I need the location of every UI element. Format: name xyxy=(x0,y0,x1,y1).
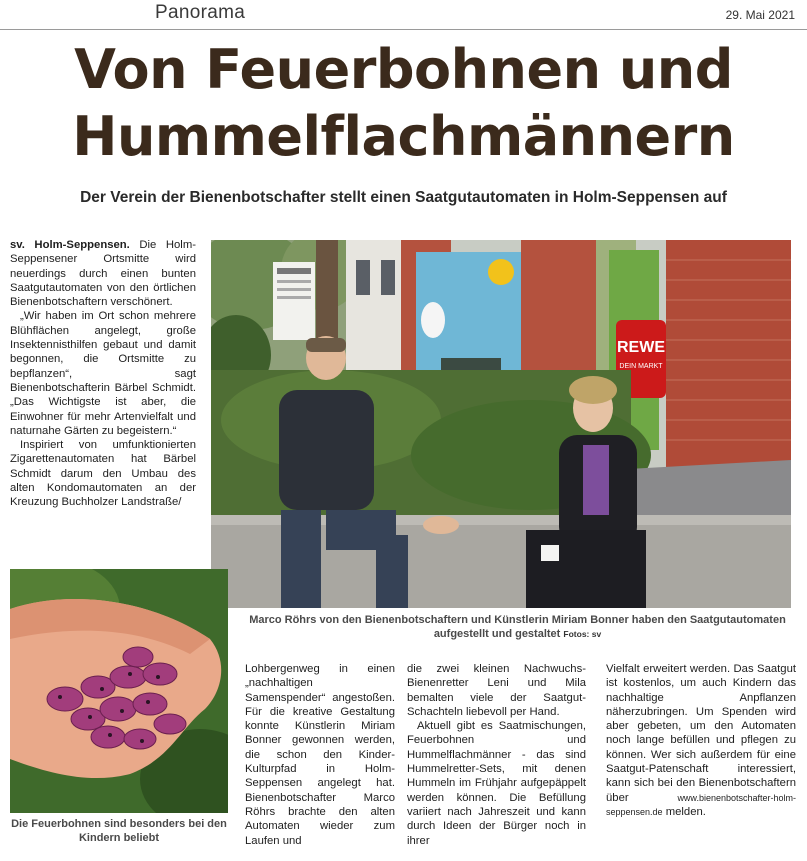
rewe-sign-text: REWE xyxy=(617,339,665,356)
website-link[interactable]: www.bienenbotschafter-holm-seppensen.de xyxy=(606,792,796,817)
article-column-2 xyxy=(245,662,395,848)
main-photo-caption: Marco Röhrs von den Bienenbotschaftern und Künstlerin Miriam Bonner haben den Saatgutautomaten aufgestellt und gestaltet Fotos: sv xyxy=(249,614,786,640)
dateline: sv. Holm-Seppensen. xyxy=(10,239,130,251)
headline-line-1: Von Feuerbohnen und xyxy=(74,38,733,101)
headline xyxy=(0,36,807,170)
main-photo xyxy=(211,240,791,608)
paragraph: die zwei kleinen Nachwuchs-Bienenretter Leni und Mila bemalten viele der Saatgut-Schachteln liebevoll per Hand. xyxy=(407,663,586,718)
article-column-3 xyxy=(407,662,586,848)
paragraph: Aktuell gibt es Saatmischungen, Feuerbohnen und Hummelflachmänner - das sind Hummelretter-Sets, mit denen Hummeln im Frühjahr aufgepäppelt werden können. Die Befüllung variiert nach Jahreszeit und kann durch Ideen der Bürger noch in ihrer xyxy=(407,720,586,847)
subheadline: Der Verein der Bienenbotschafter stellt einen Saatgutautomaten in Holm-Seppensen auf xyxy=(80,189,727,206)
paragraph: Inspiriert von umfunktionierten Zigarettenautomaten hat Bärbel Schmidt darum den Umbau des alten Kondomautomaten an der Kreuzung Buchholzer Landstraße/ xyxy=(10,439,196,509)
main-photo-image xyxy=(211,240,791,608)
beans-photo-caption: Die Feuerbohnen sind besonders bei den Kindern beliebt xyxy=(11,818,227,844)
paragraph: sv. Holm-Seppensen. Die Holm-Seppensener Ortsmitte wird neuerdings durch einen bunten Saatgutautomaten von den örtlichen Bienenbotschaftern verschönert. xyxy=(10,239,196,309)
rewe-sign-subtext: DEIN MARKT xyxy=(619,363,663,370)
page-header xyxy=(0,0,807,30)
paragraph: Vielfalt erweitert werden. Das Saatgut ist kostenlos, um auch Kindern das nachhaltige Anpflanzen näherzubringen. Um Spenden wird aber gebeten, um den Automaten noch lange befüllen und pflegen zu können. Wer sich außerdem für eine Saatgut-Patenschaft interessiert, kann sich bei den Bienenbotschaftern über www.bienenbotschafter-holm-seppensen.de melden. xyxy=(606,663,796,818)
beans-photo xyxy=(10,569,228,813)
headline-line-2: Hummelflachmännern xyxy=(72,105,735,168)
paragraph: „Wir haben im Ort schon mehrere Blühflächen angelegt, große Insektennisthilfen gebaut und damit begonnen, die Ortsmitte zu bepflanzen“, sagt Bienenbotschafterin Bärbel Schmidt. „Das Wichtigste ist aber, die Einwohner für mehr Artenvielfalt und naturnahe Gärten zu begeistern.“ xyxy=(10,310,196,437)
paragraph: Lohbergenweg in einen „nachhaltigen Samenspender“ angestoßen. Für die kreative Gestaltung konnte Künstlerin Miriam Bonner gewonnen werden, die schon den Kinder-Kulturpfad in Holm-Seppensen angelegt hat. Bienenbotschafter Marco Röhrs brachte den alten Automaten wieder zum Laufen und xyxy=(245,663,395,847)
article-column-4 xyxy=(606,662,796,819)
photo-credit: Fotos: sv xyxy=(563,629,602,639)
issue-date: 29. Mai 2021 xyxy=(725,8,795,22)
section-title: Panorama xyxy=(155,2,246,23)
beans-photo-image xyxy=(10,569,228,813)
article-column-1 xyxy=(10,238,196,510)
